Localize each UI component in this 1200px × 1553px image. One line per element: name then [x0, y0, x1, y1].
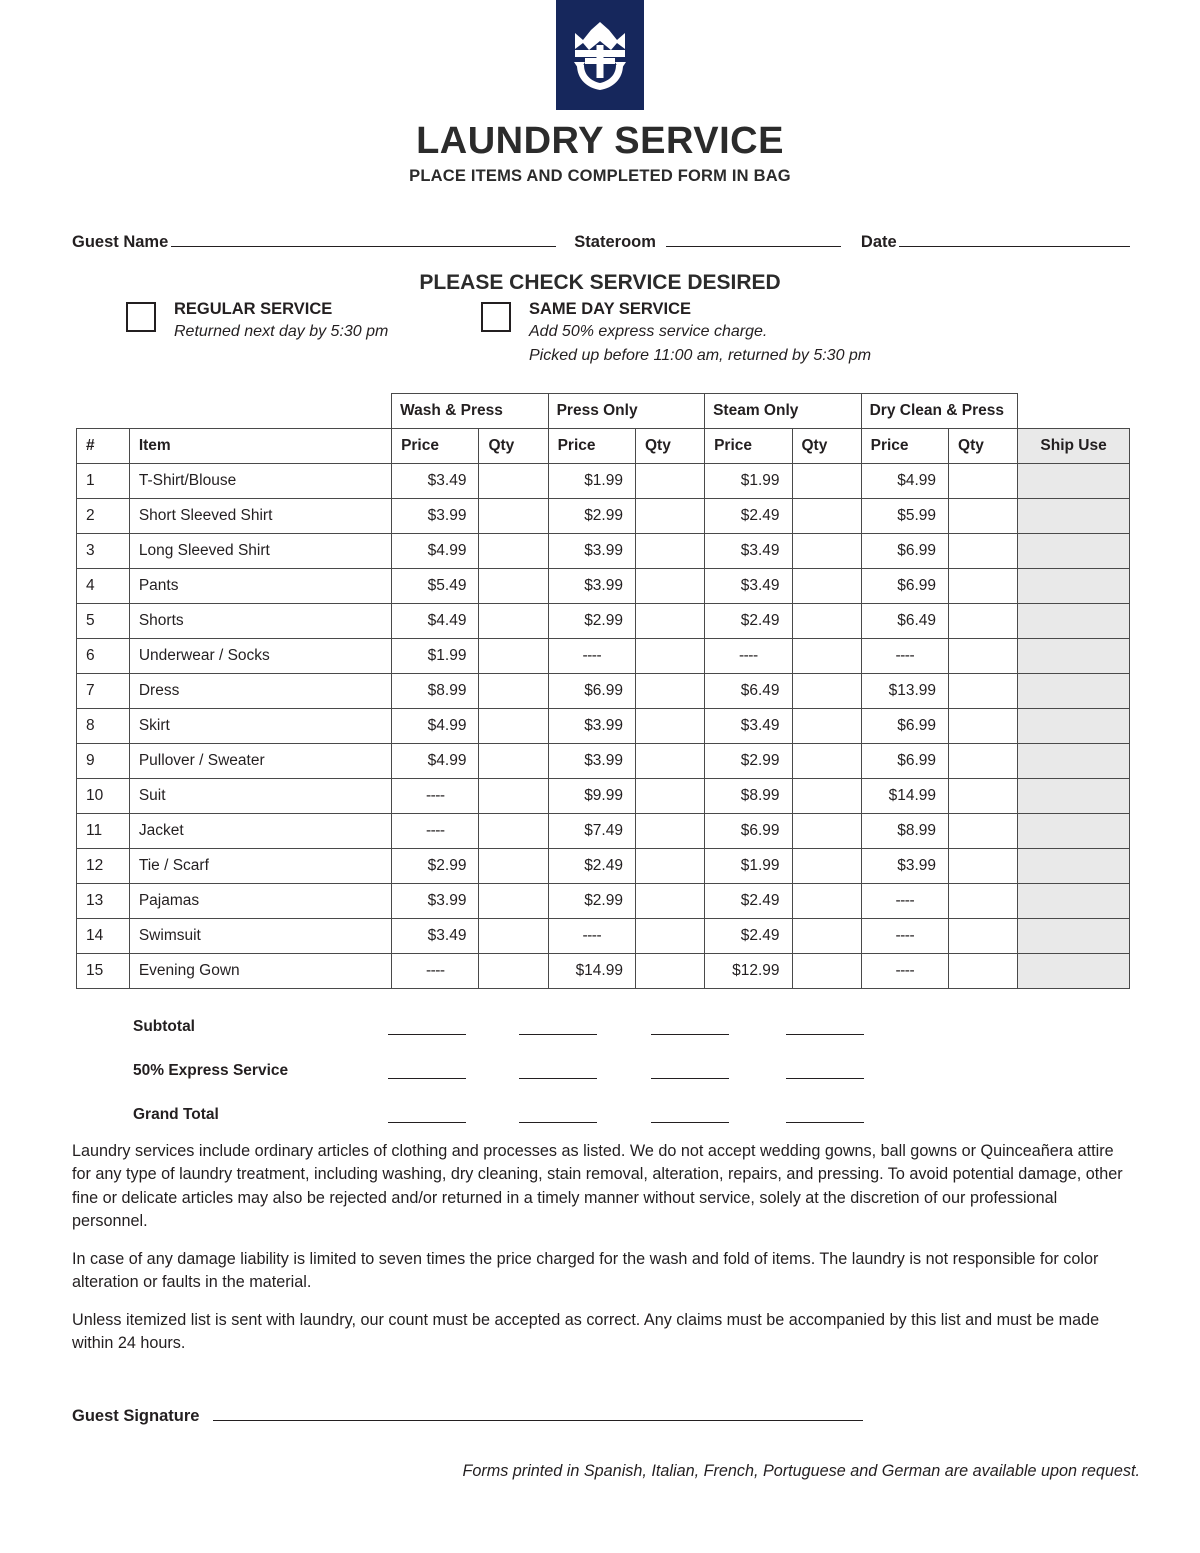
ship-use-cell[interactable]: [1018, 674, 1130, 709]
row-item-name: Shorts: [129, 604, 391, 639]
qty-steam-input[interactable]: [792, 499, 861, 534]
col-header-wash-price: Price: [392, 429, 479, 464]
price-press: $3.99: [548, 709, 635, 744]
price-wash: $5.49: [392, 569, 479, 604]
row-item-name: Skirt: [129, 709, 391, 744]
price-wash: $1.99: [392, 639, 479, 674]
table-row: [77, 499, 1130, 534]
price-press: $2.49: [548, 849, 635, 884]
subtotal-dry-input[interactable]: [786, 1034, 864, 1035]
same-day-service-desc-2: Picked up before 11:00 am, returned by 5:30 pm: [529, 346, 872, 364]
qty-dry-input[interactable]: [949, 569, 1018, 604]
subtotal-wash-input[interactable]: [388, 1034, 466, 1035]
totals-section: [133, 1018, 1133, 1150]
table-row: [77, 744, 1130, 779]
col-header-press-price: Price: [548, 429, 635, 464]
price-press: $6.99: [548, 674, 635, 709]
group-header-steam-only: Steam Only: [705, 394, 862, 429]
ship-use-cell[interactable]: [1018, 849, 1130, 884]
service-option-regular[interactable]: [126, 300, 388, 343]
row-item-name: Swimsuit: [129, 919, 391, 954]
table-row: [77, 674, 1130, 709]
qty-dry-input[interactable]: [949, 464, 1018, 499]
stateroom-input[interactable]: [666, 232, 841, 247]
row-item-name: Short Sleeved Shirt: [129, 499, 391, 534]
qty-steam-input[interactable]: [792, 534, 861, 569]
group-header-spacer-ship: [1018, 394, 1130, 429]
qty-wash-input[interactable]: [479, 849, 548, 884]
terms-paragraph-1: Laundry services include ordinary articles of clothing and processes as listed. We do not accept wedding gowns, ball gowns or Quinceañera attire for any type of laundry treatment, including washing, dry cleaning, stain removal, alteration, repairs, and pressing. To avoid potential damage, other fine or delicate articles may also be rejected and/or returned in a timely manner without service, solely at the discretion of our professional personnel.: [72, 1142, 1123, 1231]
price-dry: ----: [861, 954, 948, 989]
qty-wash-input[interactable]: [479, 674, 548, 709]
qty-press-input[interactable]: [635, 534, 704, 569]
grand-total-dry-input[interactable]: [786, 1122, 864, 1123]
ship-use-cell[interactable]: [1018, 639, 1130, 674]
subtotal-label: Subtotal: [133, 1018, 195, 1035]
qty-steam-input[interactable]: [792, 814, 861, 849]
row-number: 15: [77, 954, 130, 989]
price-dry: $6.49: [861, 604, 948, 639]
guest-signature-label: Guest Signature: [72, 1407, 200, 1425]
price-press: $1.99: [548, 464, 635, 499]
ship-use-cell[interactable]: [1018, 919, 1130, 954]
group-header-press-only: Press Only: [548, 394, 705, 429]
qty-steam-input[interactable]: [792, 639, 861, 674]
qty-wash-input[interactable]: [479, 919, 548, 954]
subtotal-steam-input[interactable]: [651, 1034, 729, 1035]
col-header-dry-qty: Qty: [949, 429, 1018, 464]
express-dry-input[interactable]: [786, 1078, 864, 1079]
price-press: $2.99: [548, 604, 635, 639]
terms-paragraph-3: Unless itemized list is sent with laundry, our count must be accepted as correct. Any claims must be accompanied by this list and must be made within 24 hours.: [72, 1310, 1100, 1353]
row-item-name: Tie / Scarf: [129, 849, 391, 884]
row-item-name: T-Shirt/Blouse: [129, 464, 391, 499]
price-press: $9.99: [548, 779, 635, 814]
price-wash: $3.49: [392, 464, 479, 499]
price-press: $7.49: [548, 814, 635, 849]
guest-signature-input[interactable]: [213, 1406, 863, 1421]
col-header-number: #: [77, 429, 130, 464]
ship-use-cell[interactable]: [1018, 464, 1130, 499]
price-dry: $3.99: [861, 849, 948, 884]
qty-dry-input[interactable]: [949, 604, 1018, 639]
regular-service-label: REGULAR SERVICE: [174, 300, 333, 318]
table-sub-header-row: [77, 429, 1130, 464]
qty-steam-input[interactable]: [792, 464, 861, 499]
table-row: [77, 569, 1130, 604]
price-wash: ----: [392, 779, 479, 814]
qty-wash-input[interactable]: [479, 744, 548, 779]
price-steam: $6.99: [705, 814, 792, 849]
qty-press-input[interactable]: [635, 779, 704, 814]
grand-total-steam-input[interactable]: [651, 1122, 729, 1123]
qty-wash-input[interactable]: [479, 534, 548, 569]
table-row: [77, 884, 1130, 919]
price-table-body: [77, 464, 1130, 989]
date-input[interactable]: [899, 232, 1130, 247]
qty-wash-input[interactable]: [479, 779, 548, 814]
price-dry: $14.99: [861, 779, 948, 814]
guest-info-row: [72, 232, 1130, 252]
price-wash: ----: [392, 814, 479, 849]
qty-press-input[interactable]: [635, 709, 704, 744]
col-header-press-qty: Qty: [635, 429, 704, 464]
price-steam: $6.49: [705, 674, 792, 709]
qty-wash-input[interactable]: [479, 464, 548, 499]
row-item-name: Underwear / Socks: [129, 639, 391, 674]
date-label: Date: [860, 233, 897, 251]
express-wash-input[interactable]: [388, 1078, 466, 1079]
price-steam: $3.49: [705, 569, 792, 604]
price-dry: ----: [861, 884, 948, 919]
checkbox-same-day-service[interactable]: [481, 302, 511, 332]
qty-wash-input[interactable]: [479, 814, 548, 849]
row-item-name: Pullover / Sweater: [129, 744, 391, 779]
price-dry: $8.99: [861, 814, 948, 849]
price-wash: $3.99: [392, 884, 479, 919]
grand-total-label: Grand Total: [133, 1106, 219, 1123]
group-header-dry-clean-press: Dry Clean & Press: [861, 394, 1018, 429]
brand-logo-box: [556, 0, 644, 110]
qty-press-input[interactable]: [635, 674, 704, 709]
row-number: 13: [77, 884, 130, 919]
price-wash: $8.99: [392, 674, 479, 709]
same-day-service-label: SAME DAY SERVICE: [529, 300, 692, 318]
same-day-service-desc-1: Add 50% express service charge.: [529, 322, 768, 340]
qty-dry-input[interactable]: [949, 919, 1018, 954]
row-number: 8: [77, 709, 130, 744]
table-group-header-row: [77, 394, 1130, 429]
table-row: [77, 919, 1130, 954]
price-steam: ----: [705, 639, 792, 674]
qty-wash-input[interactable]: [479, 604, 548, 639]
price-wash: ----: [392, 954, 479, 989]
ship-use-cell[interactable]: [1018, 499, 1130, 534]
col-header-ship-use: Ship Use: [1018, 429, 1130, 464]
checkbox-regular-service[interactable]: [126, 302, 156, 332]
qty-press-input[interactable]: [635, 884, 704, 919]
price-press: $3.99: [548, 534, 635, 569]
subtotal-press-input[interactable]: [519, 1034, 597, 1035]
qty-steam-input[interactable]: [792, 779, 861, 814]
ship-use-cell[interactable]: [1018, 534, 1130, 569]
row-number: 1: [77, 464, 130, 499]
price-dry: $4.99: [861, 464, 948, 499]
table-row: [77, 464, 1130, 499]
qty-dry-input[interactable]: [949, 779, 1018, 814]
price-wash: $4.49: [392, 604, 479, 639]
row-item-name: Pajamas: [129, 884, 391, 919]
express-press-input[interactable]: [519, 1078, 597, 1079]
price-wash: $3.49: [392, 919, 479, 954]
price-press: $3.99: [548, 569, 635, 604]
col-header-steam-qty: Qty: [792, 429, 861, 464]
grand-total-press-input[interactable]: [519, 1122, 597, 1123]
qty-dry-input[interactable]: [949, 674, 1018, 709]
table-row: [77, 814, 1130, 849]
price-steam: $12.99: [705, 954, 792, 989]
qty-wash-input[interactable]: [479, 709, 548, 744]
qty-wash-input[interactable]: [479, 569, 548, 604]
row-number: 3: [77, 534, 130, 569]
qty-steam-input[interactable]: [792, 674, 861, 709]
row-item-name: Pants: [129, 569, 391, 604]
col-header-dry-price: Price: [861, 429, 948, 464]
qty-wash-input[interactable]: [479, 954, 548, 989]
row-number: 14: [77, 919, 130, 954]
price-steam: $2.49: [705, 604, 792, 639]
row-number: 11: [77, 814, 130, 849]
laundry-price-table: [76, 393, 1130, 989]
ship-use-cell[interactable]: [1018, 814, 1130, 849]
ship-use-cell[interactable]: [1018, 884, 1130, 919]
crown-anchor-icon: [569, 19, 631, 91]
qty-dry-input[interactable]: [949, 884, 1018, 919]
price-steam: $1.99: [705, 464, 792, 499]
qty-dry-input[interactable]: [949, 849, 1018, 884]
price-steam: $3.49: [705, 534, 792, 569]
qty-steam-input[interactable]: [792, 849, 861, 884]
qty-wash-input[interactable]: [479, 499, 548, 534]
qty-press-input[interactable]: [635, 849, 704, 884]
qty-press-input[interactable]: [635, 954, 704, 989]
row-number: 5: [77, 604, 130, 639]
row-number: 6: [77, 639, 130, 674]
price-press: ----: [548, 919, 635, 954]
price-wash: $4.99: [392, 709, 479, 744]
qty-press-input[interactable]: [635, 569, 704, 604]
price-steam: $2.49: [705, 919, 792, 954]
terms-and-conditions: [72, 1140, 1134, 1370]
qty-press-input[interactable]: [635, 814, 704, 849]
price-dry: $6.99: [861, 709, 948, 744]
row-number: 9: [77, 744, 130, 779]
qty-steam-input[interactable]: [792, 709, 861, 744]
price-steam: $2.99: [705, 744, 792, 779]
price-dry: $6.99: [861, 569, 948, 604]
price-wash: $2.99: [392, 849, 479, 884]
price-steam: $2.49: [705, 884, 792, 919]
price-dry: ----: [861, 639, 948, 674]
qty-dry-input[interactable]: [949, 814, 1018, 849]
service-section-heading: PLEASE CHECK SERVICE DESIRED: [419, 271, 781, 294]
col-header-steam-price: Price: [705, 429, 792, 464]
price-wash: $3.99: [392, 499, 479, 534]
footer-note: Forms printed in Spanish, Italian, French, Portuguese and German are available upon request.: [462, 1462, 1140, 1480]
express-steam-input[interactable]: [651, 1078, 729, 1079]
qty-dry-input[interactable]: [949, 709, 1018, 744]
price-steam: $2.49: [705, 499, 792, 534]
row-number: 2: [77, 499, 130, 534]
price-press: $2.99: [548, 884, 635, 919]
price-dry: $13.99: [861, 674, 948, 709]
row-item-name: Evening Gown: [129, 954, 391, 989]
price-press: $3.99: [548, 744, 635, 779]
page-subtitle: PLACE ITEMS AND COMPLETED FORM IN BAG: [409, 167, 791, 185]
qty-steam-input[interactable]: [792, 604, 861, 639]
qty-dry-input[interactable]: [949, 534, 1018, 569]
terms-paragraph-2: In case of any damage liability is limited to seven times the price charged for the wash and fold of items. The laundry is not responsible for color alteration or faults in the material.: [72, 1249, 1099, 1292]
table-row: [77, 779, 1130, 814]
group-header-spacer-item: [129, 394, 391, 429]
ship-use-cell[interactable]: [1018, 954, 1130, 989]
regular-service-desc-1: Returned next day by 5:30 pm: [174, 322, 389, 340]
totals-row-subtotal: [133, 1018, 1133, 1062]
ship-use-cell[interactable]: [1018, 569, 1130, 604]
price-wash: $4.99: [392, 534, 479, 569]
price-steam: $1.99: [705, 849, 792, 884]
row-number: 7: [77, 674, 130, 709]
price-dry: $5.99: [861, 499, 948, 534]
grand-total-wash-input[interactable]: [388, 1122, 466, 1123]
qty-steam-input[interactable]: [792, 919, 861, 954]
row-item-name: Jacket: [129, 814, 391, 849]
col-header-wash-qty: Qty: [479, 429, 548, 464]
price-dry: ----: [861, 919, 948, 954]
row-item-name: Long Sleeved Shirt: [129, 534, 391, 569]
table-row: [77, 954, 1130, 989]
qty-press-input[interactable]: [635, 744, 704, 779]
stateroom-label: Stateroom: [574, 233, 656, 251]
row-item-name: Suit: [129, 779, 391, 814]
price-wash: $4.99: [392, 744, 479, 779]
qty-press-input[interactable]: [635, 919, 704, 954]
qty-wash-input[interactable]: [479, 639, 548, 674]
service-option-same-day[interactable]: [481, 300, 871, 366]
ship-use-cell[interactable]: [1018, 744, 1130, 779]
group-header-spacer-num: [77, 394, 130, 429]
qty-steam-input[interactable]: [792, 569, 861, 604]
ship-use-cell[interactable]: [1018, 604, 1130, 639]
table-row: [77, 709, 1130, 744]
price-steam: $8.99: [705, 779, 792, 814]
table-row: [77, 534, 1130, 569]
price-press: $2.99: [548, 499, 635, 534]
row-number: 10: [77, 779, 130, 814]
table-row: [77, 604, 1130, 639]
qty-dry-input[interactable]: [949, 499, 1018, 534]
price-press: ----: [548, 639, 635, 674]
col-header-item: Item: [129, 429, 391, 464]
qty-steam-input[interactable]: [792, 954, 861, 989]
qty-press-input[interactable]: [635, 464, 704, 499]
qty-dry-input[interactable]: [949, 639, 1018, 674]
row-number: 12: [77, 849, 130, 884]
price-steam: $3.49: [705, 709, 792, 744]
table-row: [77, 639, 1130, 674]
qty-press-input[interactable]: [635, 499, 704, 534]
express-service-label: 50% Express Service: [133, 1062, 289, 1079]
qty-press-input[interactable]: [635, 604, 704, 639]
totals-row-express: [133, 1062, 1133, 1106]
qty-dry-input[interactable]: [949, 744, 1018, 779]
table-row: [77, 849, 1130, 884]
group-header-wash-press: Wash & Press: [392, 394, 549, 429]
qty-wash-input[interactable]: [479, 884, 548, 919]
guest-signature-row: [72, 1406, 1132, 1426]
price-dry: $6.99: [861, 744, 948, 779]
guest-name-label: Guest Name: [72, 233, 169, 251]
guest-name-input[interactable]: [171, 232, 556, 247]
price-press: $14.99: [548, 954, 635, 989]
ship-use-cell[interactable]: [1018, 779, 1130, 814]
ship-use-cell[interactable]: [1018, 709, 1130, 744]
qty-steam-input[interactable]: [792, 744, 861, 779]
qty-dry-input[interactable]: [949, 954, 1018, 989]
qty-steam-input[interactable]: [792, 884, 861, 919]
row-item-name: Dress: [129, 674, 391, 709]
row-number: 4: [77, 569, 130, 604]
price-dry: $6.99: [861, 534, 948, 569]
qty-press-input[interactable]: [635, 639, 704, 674]
page-title: LAUNDRY SERVICE: [416, 120, 784, 162]
